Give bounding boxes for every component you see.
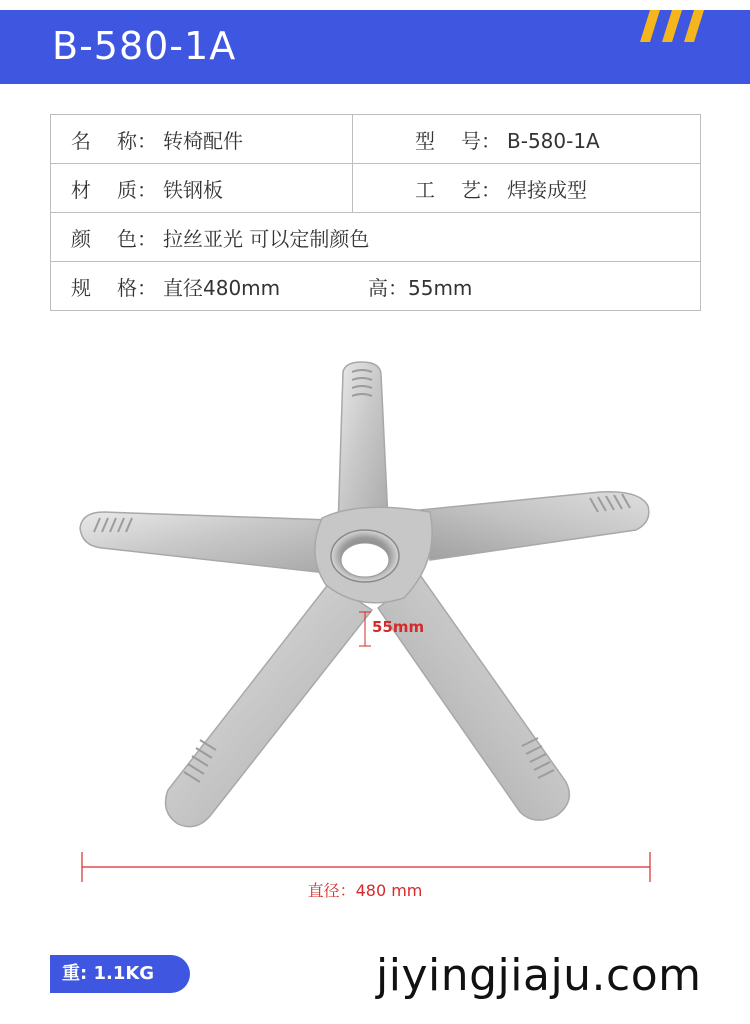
- spec-cell-color: [51, 213, 701, 262]
- spec-row-color: [51, 213, 701, 262]
- spec-height-label: 高：: [368, 275, 408, 300]
- spec-cell-size: [51, 262, 701, 311]
- header-bar: [0, 10, 750, 84]
- spec-cell-material: [51, 164, 353, 213]
- spec-model-label-b: 号：: [461, 128, 501, 153]
- spec-row-size: [51, 262, 701, 311]
- weight-badge: 重: 1.1KG: [50, 955, 190, 993]
- spec-cell-model: [353, 115, 701, 164]
- spec-size-label-b: 格：: [117, 275, 157, 300]
- spec-material-label-a: 材: [71, 177, 91, 202]
- spec-name-label-b: 称：: [117, 128, 157, 153]
- spec-process-label-a: 工: [415, 177, 435, 202]
- spec-material-value: 铁钢板: [163, 177, 223, 202]
- page-title: B-580-1A: [52, 24, 237, 68]
- spec-process-label-b: 艺：: [461, 177, 501, 202]
- spec-model-label-a: 型: [415, 128, 435, 153]
- height-dimension-label: 55mm: [372, 618, 425, 636]
- spec-name-label-a: 名: [71, 128, 91, 153]
- spec-cell-process: [353, 164, 701, 213]
- spec-height-value: 55mm: [408, 275, 473, 300]
- spec-name-value: 转椅配件: [163, 128, 243, 153]
- spec-cell-name: [51, 115, 353, 164]
- spec-row-material-process: [51, 164, 701, 213]
- stripes-decoration-icon: [640, 10, 710, 52]
- spec-row-name-model: [51, 115, 701, 164]
- spec-color-value: 拉丝亚光 可以定制颜色: [163, 226, 370, 251]
- website-text: jiyingjiaju.com: [376, 950, 702, 1001]
- spec-table: [50, 114, 701, 311]
- chair-base-image: [0, 330, 750, 850]
- diameter-dimension-label: 直径：480 mm: [307, 881, 423, 900]
- spec-process-value: 焊接成型: [507, 177, 587, 202]
- spec-color-label-a: 颜: [71, 226, 91, 251]
- spec-size-label-a: 规: [71, 275, 91, 300]
- spec-size-value: 直径480mm: [163, 275, 281, 300]
- spec-material-label-b: 质：: [117, 177, 157, 202]
- spec-color-label-b: 色：: [117, 226, 157, 251]
- spec-model-value: B-580-1A: [507, 128, 600, 153]
